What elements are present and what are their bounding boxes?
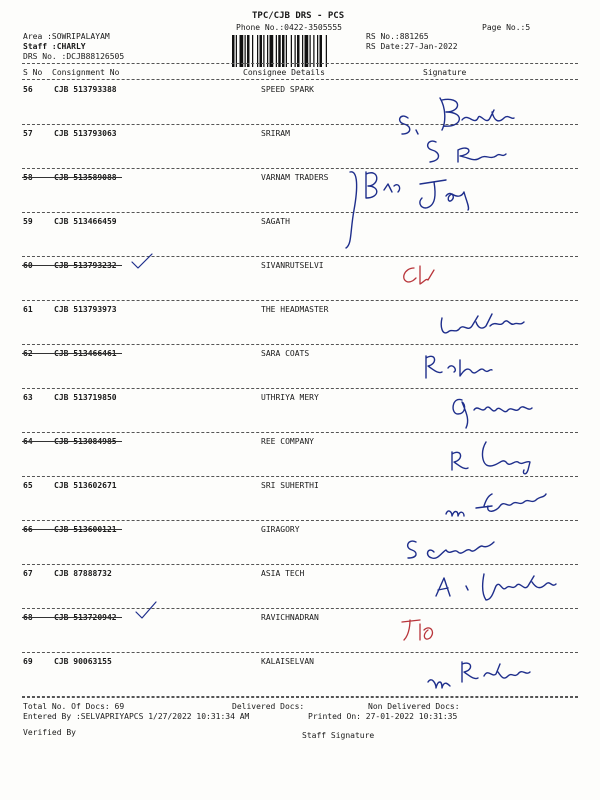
row-sno: 63 <box>23 393 33 402</box>
signature-row-69 <box>428 662 530 688</box>
row-consignment-number: CJB 513793063 <box>54 129 117 138</box>
signature-row-58-59 <box>346 172 469 248</box>
signature-row-68 <box>402 620 432 640</box>
signature-row-60 <box>404 266 434 284</box>
signature-row-67 <box>436 574 556 600</box>
printed-on: Printed On: 27-01-2022 10:31:35 <box>308 712 458 721</box>
row-consignment-number: CJB 513793232 <box>54 261 117 270</box>
row-consignment-number: CJB 513466461 <box>54 349 117 358</box>
row-sno: 57 <box>23 129 33 138</box>
row-consignment-number: CJB 513719850 <box>54 393 117 402</box>
signature-row-57 <box>428 141 506 162</box>
verified-by: Verified By <box>23 728 76 737</box>
row-sno: 64 <box>23 437 33 446</box>
row-consignment-number: CJB 513602671 <box>54 481 117 490</box>
row-consignment-number: CJB 513466459 <box>54 217 117 226</box>
row-sno: 58 <box>23 173 33 182</box>
row-sno: 69 <box>23 657 33 666</box>
row-consignee-name: SAGATH <box>261 217 290 226</box>
row-consignee-name: SRIRAM <box>261 129 290 138</box>
signature-row-64 <box>452 442 530 474</box>
signature-row-65 <box>446 494 546 516</box>
row-consignment-number: CJB 513793973 <box>54 305 117 314</box>
row-consignee-name: SARA COATS <box>261 349 310 358</box>
delivered-docs: Delivered Docs: <box>232 702 305 711</box>
non-delivered-docs: Non Delivered Docs: <box>368 702 460 711</box>
row-consignee-name: KALAISELVAN <box>261 657 314 666</box>
checkmark-row-60 <box>132 254 152 268</box>
row-sno: 61 <box>23 305 33 314</box>
rs-number: RS No.:881265 <box>366 32 429 41</box>
staff-signature-label: Staff Signature <box>302 731 375 740</box>
row-sno: 67 <box>23 569 33 578</box>
row-consignee-name: SPEED SPARK <box>261 85 314 94</box>
row-consignee-name: VARNAM TRADERS <box>261 173 329 182</box>
row-sno: 62 <box>23 349 33 358</box>
column-header-sno: S No <box>23 68 43 77</box>
signature-row-56 <box>400 98 514 134</box>
signature-row-66 <box>408 541 494 558</box>
column-header-signature: Signature <box>423 68 467 77</box>
row-consignment-number: CJB 513589088 <box>54 173 117 182</box>
row-consignment-number: CJB 513720942 <box>54 613 117 622</box>
row-consignment-number: CJB 90063155 <box>54 657 112 666</box>
row-consignment-number: CJB 87888732 <box>54 569 112 578</box>
phone-number: Phone No.:0422-3505555 <box>236 23 342 32</box>
row-sno: 68 <box>23 613 33 622</box>
column-header-consignee: Consignee Details <box>243 68 325 77</box>
staff-label: Staff :CHARLY <box>23 42 86 51</box>
row-sno: 60 <box>23 261 33 270</box>
drs-number: DRS No. :DCJB88126505 <box>23 52 125 61</box>
row-sno: 66 <box>23 525 33 534</box>
total-docs: Total No. Of Docs: 69 <box>23 702 125 711</box>
row-consignee-name: UTHRIYA MERY <box>261 393 319 402</box>
row-consignee-name: THE HEADMASTER <box>261 305 329 314</box>
signature-row-61 <box>441 314 524 333</box>
row-consignee-name: GIRAGORY <box>261 525 300 534</box>
page-number: Page No.:5 <box>482 23 531 32</box>
document-title: TPC/CJB DRS - PCS <box>252 11 345 21</box>
row-consignee-name: ASIA TECH <box>261 569 305 578</box>
signature-row-63 <box>453 399 532 428</box>
area-label: Area :SOWRIPALAYAM <box>23 32 110 41</box>
column-header-consignment: Consignment No <box>52 68 120 77</box>
row-consignee-name: REE COMPANY <box>261 437 314 446</box>
row-consignee-name: SRI SUHERTHI <box>261 481 319 490</box>
row-consignee-name: SIVANRUTSELVI <box>261 261 324 270</box>
checkmark-row-68 <box>136 602 156 618</box>
row-sno: 56 <box>23 85 33 94</box>
row-consignee-name: RAVICHNADRAN <box>261 613 319 622</box>
signature-row-62 <box>426 356 492 378</box>
row-consignment-number: CJB 513793388 <box>54 85 117 94</box>
entered-by: Entered By :SELVAPRIYAPCS 1/27/2022 10:31:34 AM <box>23 712 250 721</box>
row-consignment-number: CJB 513084985 <box>54 437 117 446</box>
footer-divider <box>22 697 578 698</box>
rs-date: RS Date:27-Jan-2022 <box>366 42 458 51</box>
row-sno: 65 <box>23 481 33 490</box>
row-consignment-number: CJB 513600121 <box>54 525 117 534</box>
row-sno: 59 <box>23 217 33 226</box>
